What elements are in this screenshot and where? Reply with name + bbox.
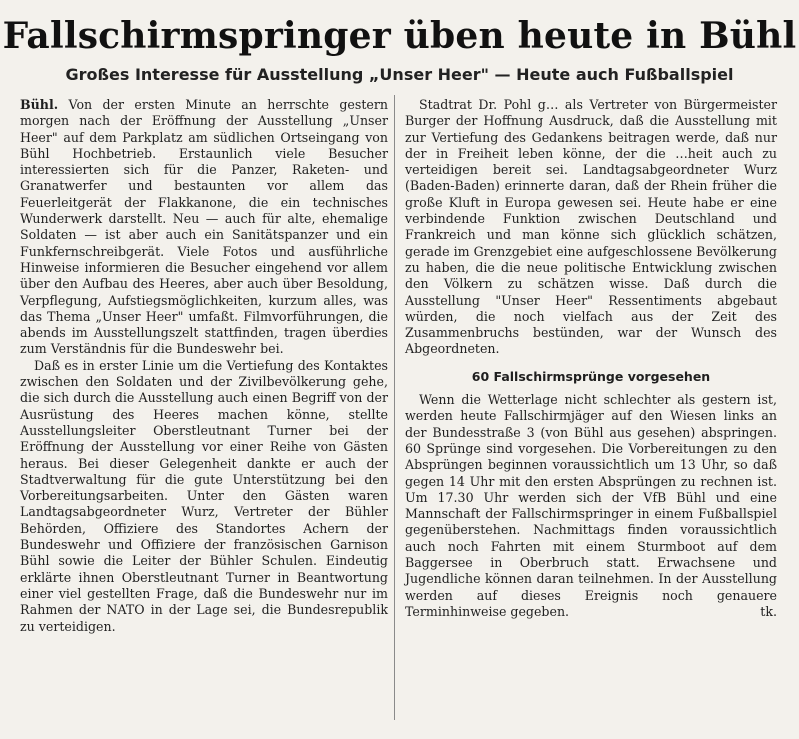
left-paragraph-1-text: Von der ersten Minute an herrschte gestern morgen nach der Eröffnung der Ausstellung „Unser Heer" auf dem Parkplatz am südlichen Ortseingang von Bühl Hochbetrieb. Erstaunlich viele Besucher interessierten sich für die Panzer, Raketen- und Granatwerfer und bestaunten vor allem das Feuerleitgerät der Flakkanone, die ein technisches Wunderwerk darstellt. Neu — auch für alte, ehemalige Soldaten — ist aber auch ein Sanitätspanzer und ein Funkfernschreibgerät. Viele Fotos und ausführliche Hinweise informieren die Besucher eingehend vor allem über den Aufbau des Heeres, aber auch über Besoldung, Verpflegung, Aufstiegsmöglichkeiten, kurzum alles, was das Thema „Unser Heer" umfaßt. Filmvorführungen, die abends im Ausstellungszelt stattfinden, tragen überdies zum Verständnis für die Bundeswehr bei.	[20, 97, 388, 357]
article-subheadline: Großes Interesse für Ausstellung „Unser Heer" — Heute auch Fußballspiel	[65, 65, 734, 84]
left-paragraph-2: Daß es in erster Linie um die Vertiefung des Kontaktes zwischen den Soldaten und der Zivilbevölkerung gehe, die sich durch die Ausstellung auch einen Begriff von der Ausrüstung des Heeres machen könne, stellte Ausstellungsleiter Oberstleutnant Turner bei der Eröffnung der Ausstellung vor einer Reihe von Gästen heraus. Bei dieser Gelegenheit dankte er auch der Stadtverwaltung für die gute Unterstützung bei den Vorbereitungsarbeiten. Unter den Gästen waren Landtagsabgeordneter Wurz, Vertreter der Bühler Behörden, Offiziere des Standortes Achern der Bundeswehr und Offiziere der französischen Garnison Bühl sowie die Leiter der Bühler Schulen. Eindeutig erklärte ihnen Oberstleutnant Turner in Beantwortung einer viel gestellten Frage, daß die Bundeswehr nur im Rahmen der NATO in der Lage sei, die Bundesrepublik zu verteidigen.	[20, 357, 388, 634]
right-column	[405, 97, 777, 620]
section-heading: 60 Fallschirmsprünge vorgesehen	[471, 368, 711, 384]
author-signature: tk.	[760, 603, 777, 619]
right-paragraph-2-text: Wenn die Wetterlage nicht schlechter als gestern ist, werden heute Fallschirmjäger auf den Wiesen links an der Bundesstraße 3 (von Bühl aus gesehen) abspringen. 60 Sprünge sind vorgesehen. Die Vorbereitungen zu den Absprüngen beginnen voraussichtlich um 13 Uhr, so daß gegen 14 Uhr mit den ersten Absprüngen zu rechnen ist. Um 17.30 Uhr werden sich der VfB Bühl und eine Mannschaft der Fallschirmspringer in einem Fußballspiel gegenüberstehen. Nachmittags finden voraussichtlich auch noch Fahrten mit einem Sturmboot auf dem Baggersee in Oberbruch statt. Erwachsene und Jugendliche können daran teilnehmen. In der Ausstellung werden auf dieses Ereignis noch genauere Terminhinweise gegeben.	[405, 392, 777, 619]
article-headline: Fallschirmspringer üben heute in Bühl	[2, 15, 797, 57]
cut-off-next-line	[230, 728, 570, 739]
column-divider	[394, 95, 395, 720]
right-paragraph-2	[405, 392, 777, 620]
left-paragraph-1	[20, 97, 388, 358]
dateline: Bühl.	[20, 97, 59, 112]
right-paragraph-1: Stadtrat Dr. Pohl g… als Vertreter von Bürgermeister Burger der Hoffnung Ausdruck, daß die Ausstellung mit zur Vertiefung des Gedankens beitragen werde, daß nur der in Freiheit leben könne, der die …heit auch zu verteidigen bereit sei. Landtagsabgeordneter Wurz (Baden-Baden) erinnerte daran, daß der Rhein früher die große Kluft in Europa gewesen sei. Heute habe er eine verbindende Funktion zwischen Deutschland und Frankreich und man könne sich glücklich schätzen, gerade im Grenzgebiet eine aufgeschlossene Bevölkerung zu haben, die die neue politische Entwicklung zwischen den Völkern zu schätzen wisse. Daß durch die Ausstellung "Unser Heer" Ressentiments abgebaut würden, die noch vielfach aus der Zeit des Zusammenbruchs bestünden, war der Wunsch des Abgeordneten.	[405, 97, 777, 357]
left-column	[20, 97, 388, 635]
